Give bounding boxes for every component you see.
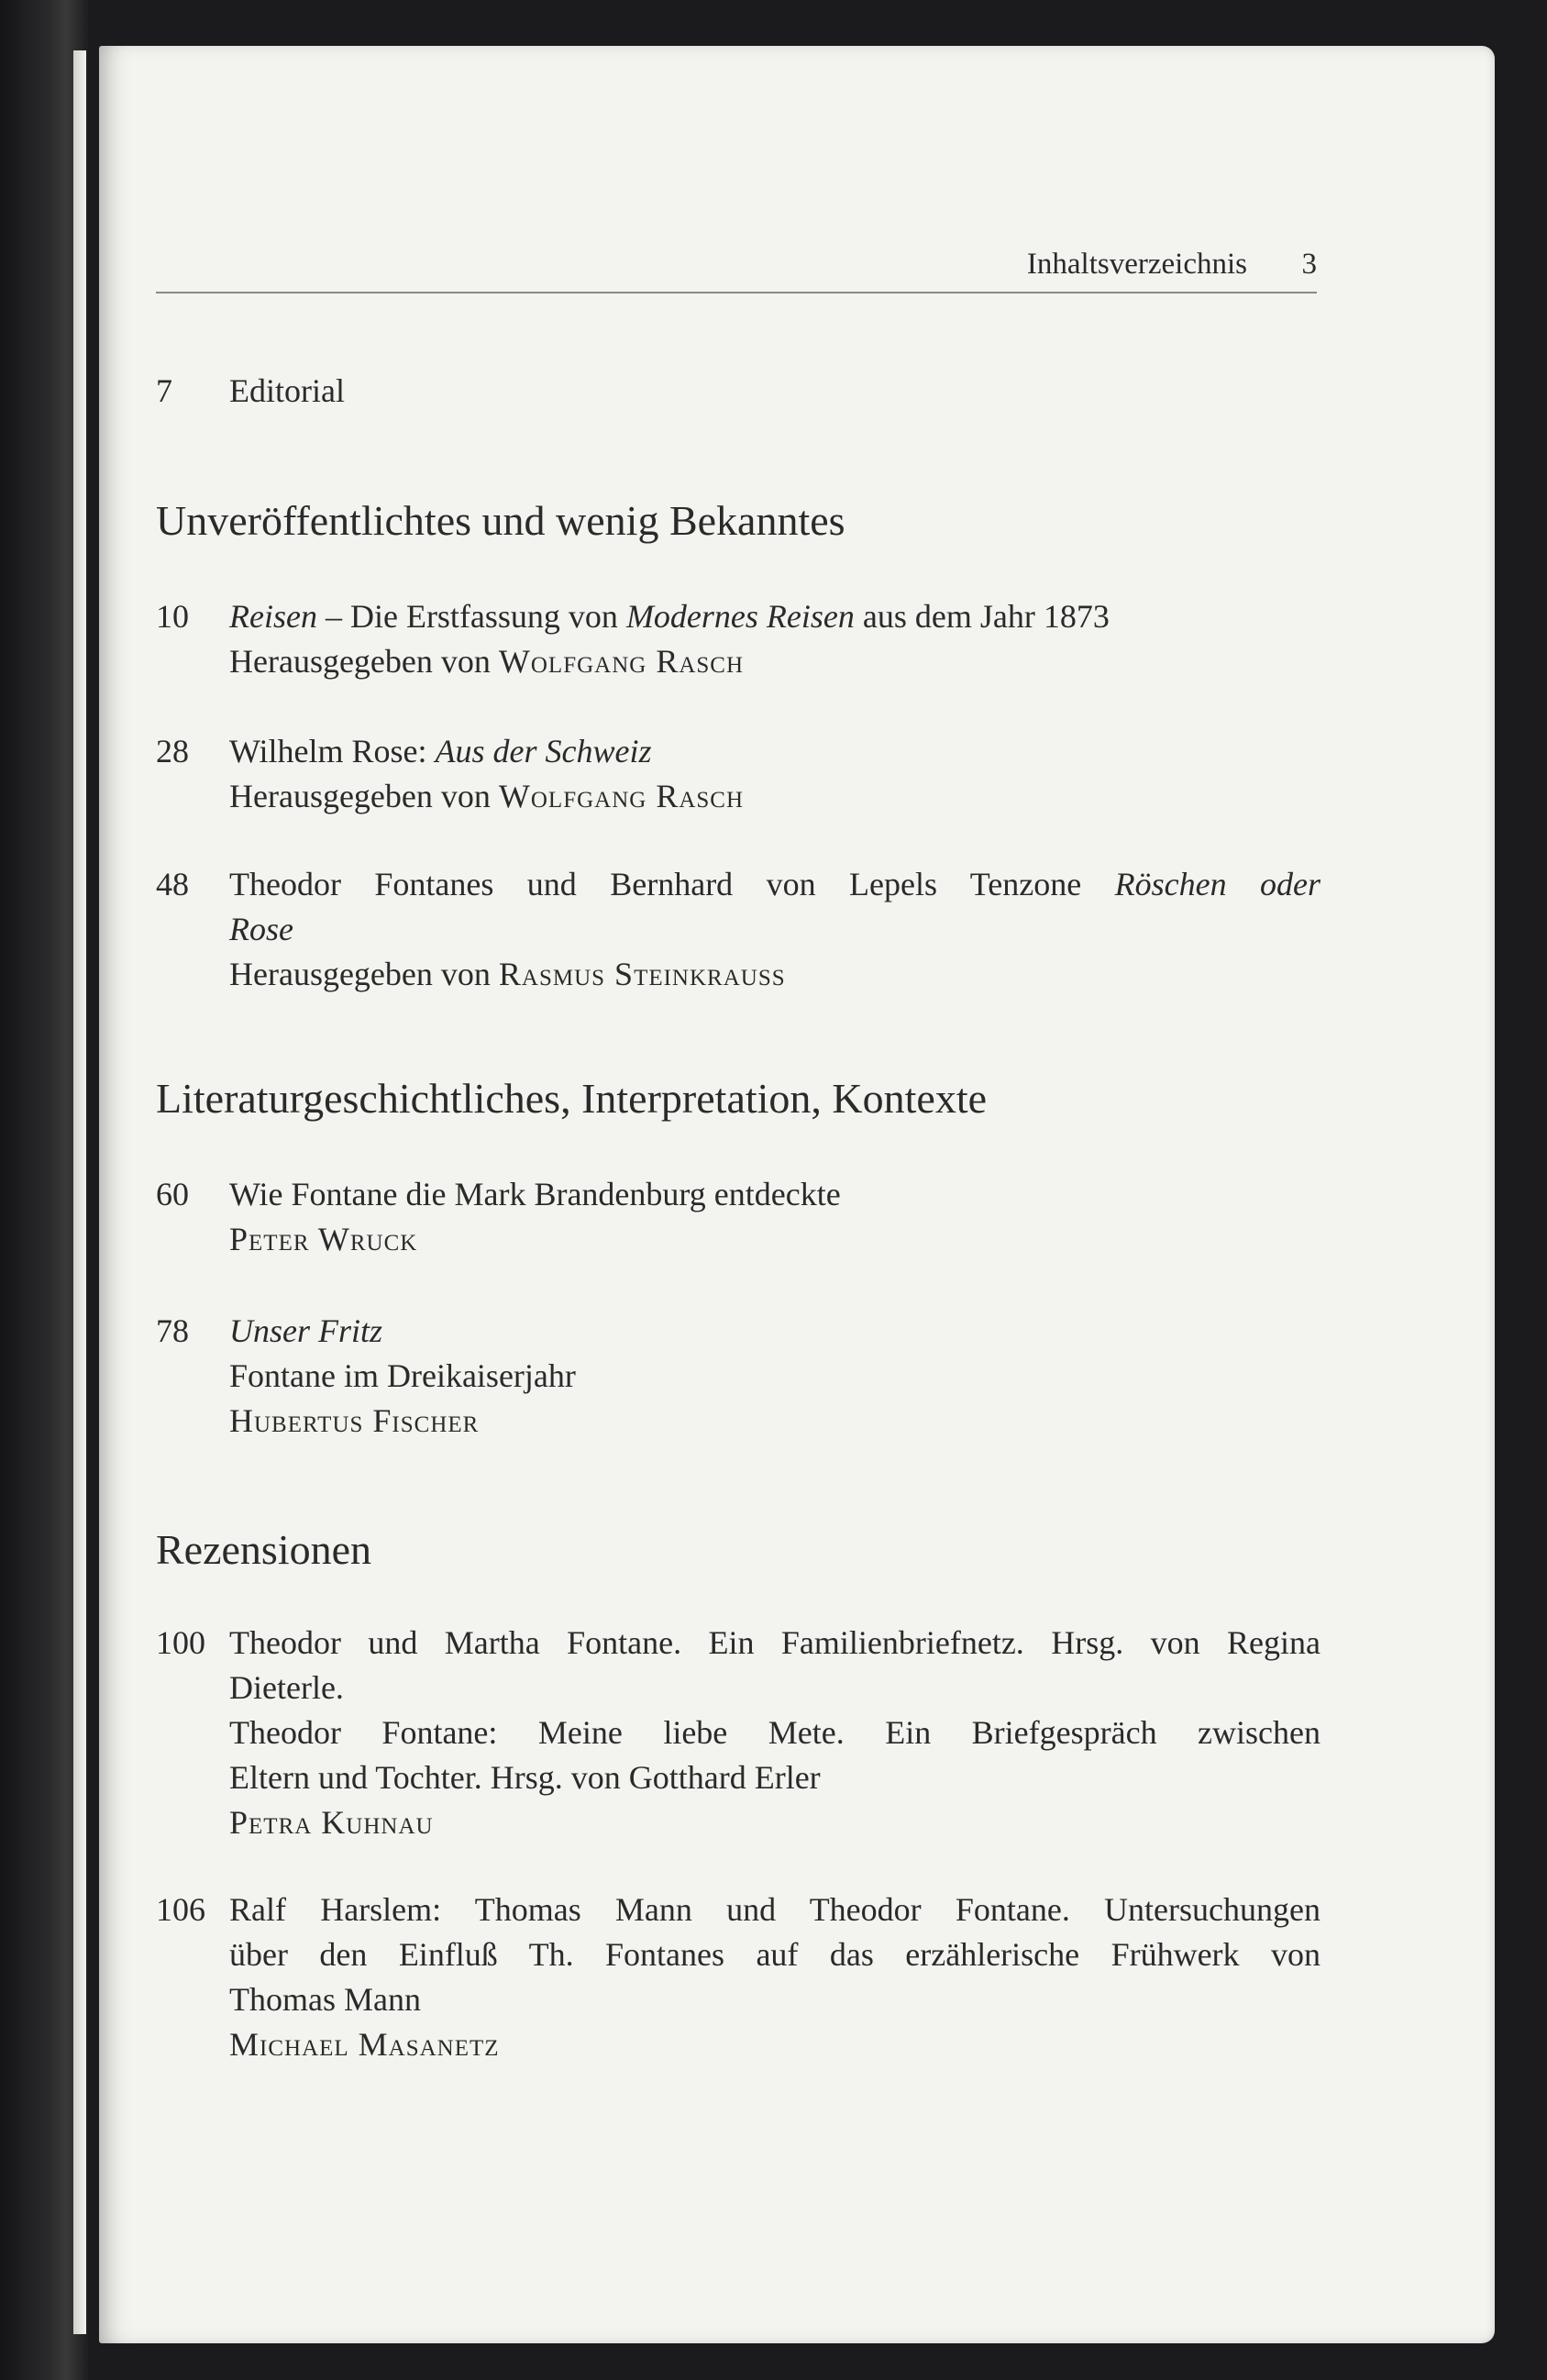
toc-entry-editor: Herausgegeben von Wolfgang Rasch	[229, 643, 745, 680]
toc-entry-unser-fritz[interactable]	[156, 1309, 1320, 1444]
toc-page-number: 10	[156, 598, 189, 635]
section-title-literaturgeschichtliches: Literaturgeschichtliches, Interpretation, Kontexte	[156, 1075, 988, 1122]
toc-entry-editor: Herausgegeben von Wolfgang Rasch	[229, 778, 745, 814]
running-head-title: Inhaltsverzeichnis	[1026, 248, 1247, 281]
toc-entry-harslem[interactable]	[156, 1887, 1320, 2067]
toc-entry-title-cont-2: Thomas Mann	[229, 1981, 421, 2018]
toc-entry-author: Hubertus Fischer	[229, 1402, 480, 1439]
toc-entry-title: Ralf Harslem: Thomas Mann und Theodor Fontane. Untersuchungen	[229, 1891, 1320, 1928]
toc-entry-aus-der-schweiz[interactable]	[156, 729, 1320, 819]
adjacent-page-edge	[73, 50, 86, 2334]
toc-entry-author: Petra Kuhnau	[229, 1804, 434, 1841]
toc-entry-title: Wilhelm Rose: Aus der Schweiz	[229, 733, 652, 769]
toc-entry-title: Unser Fritz	[229, 1312, 383, 1349]
toc-page-number: 106	[156, 1891, 205, 1928]
toc-entry-title: Theodor Fontanes und Bernhard von Lepels Tenzone Röschen oder	[229, 866, 1320, 902]
toc-page-number: 60	[156, 1176, 189, 1212]
section-title-rezensionen: Rezensionen	[156, 1526, 372, 1573]
toc-page-number: 48	[156, 866, 189, 902]
page-number: 3	[1301, 248, 1317, 281]
toc-entry-subtitle: Fontane im Dreikaiserjahr	[229, 1357, 576, 1394]
toc-entry-title: Theodor und Martha Fontane. Ein Familienbriefnetz. Hrsg. von Regina	[229, 1624, 1320, 1661]
toc-entry-familienbriefnetz[interactable]	[156, 1621, 1320, 1845]
toc-page-number: 100	[156, 1624, 205, 1661]
toc-entry-title-cont: über den Einfluß Th. Fontanes auf das erzählerische Frühwerk von	[229, 1936, 1320, 1973]
toc-page-number: 78	[156, 1312, 189, 1349]
toc-entry-title-cont: Dieterle.	[229, 1669, 344, 1706]
toc-entry-author: Peter Wruck	[229, 1221, 418, 1257]
book-page	[99, 46, 1495, 2343]
toc-entry-title-2: Theodor Fontane: Meine liebe Mete. Ein Briefgespräch zwischen	[229, 1714, 1320, 1751]
toc-entry-author: Michael Masanetz	[229, 2026, 500, 2063]
toc-entry-title: Wie Fontane die Mark Brandenburg entdeckte	[229, 1176, 841, 1212]
toc-entry-editor: Herausgegeben von Rasmus Steinkrauss	[229, 956, 786, 992]
section-title-unveroeffentlichtes: Unveröffentlichtes und wenig Bekanntes	[156, 497, 845, 544]
toc-entry-title: Reisen – Die Erstfassung von Modernes Reisen aus dem Jahr 1873	[229, 598, 1110, 635]
toc-entry-mark-brandenburg[interactable]	[156, 1172, 1320, 1262]
toc-entry-title-2-cont: Eltern und Tochter. Hrsg. von Gotthard Erler	[229, 1759, 821, 1796]
toc-entry-title: Editorial	[229, 372, 345, 409]
toc-page-number: 28	[156, 733, 189, 769]
toc-entry-reisen[interactable]	[156, 594, 1320, 684]
toc-entry-editorial[interactable]	[156, 369, 1320, 414]
running-head	[156, 200, 1317, 293]
toc-entry-title-cont: Rose	[229, 911, 293, 947]
toc-page-number: 7	[156, 372, 172, 409]
toc-entry-tenzone[interactable]	[156, 862, 1320, 997]
